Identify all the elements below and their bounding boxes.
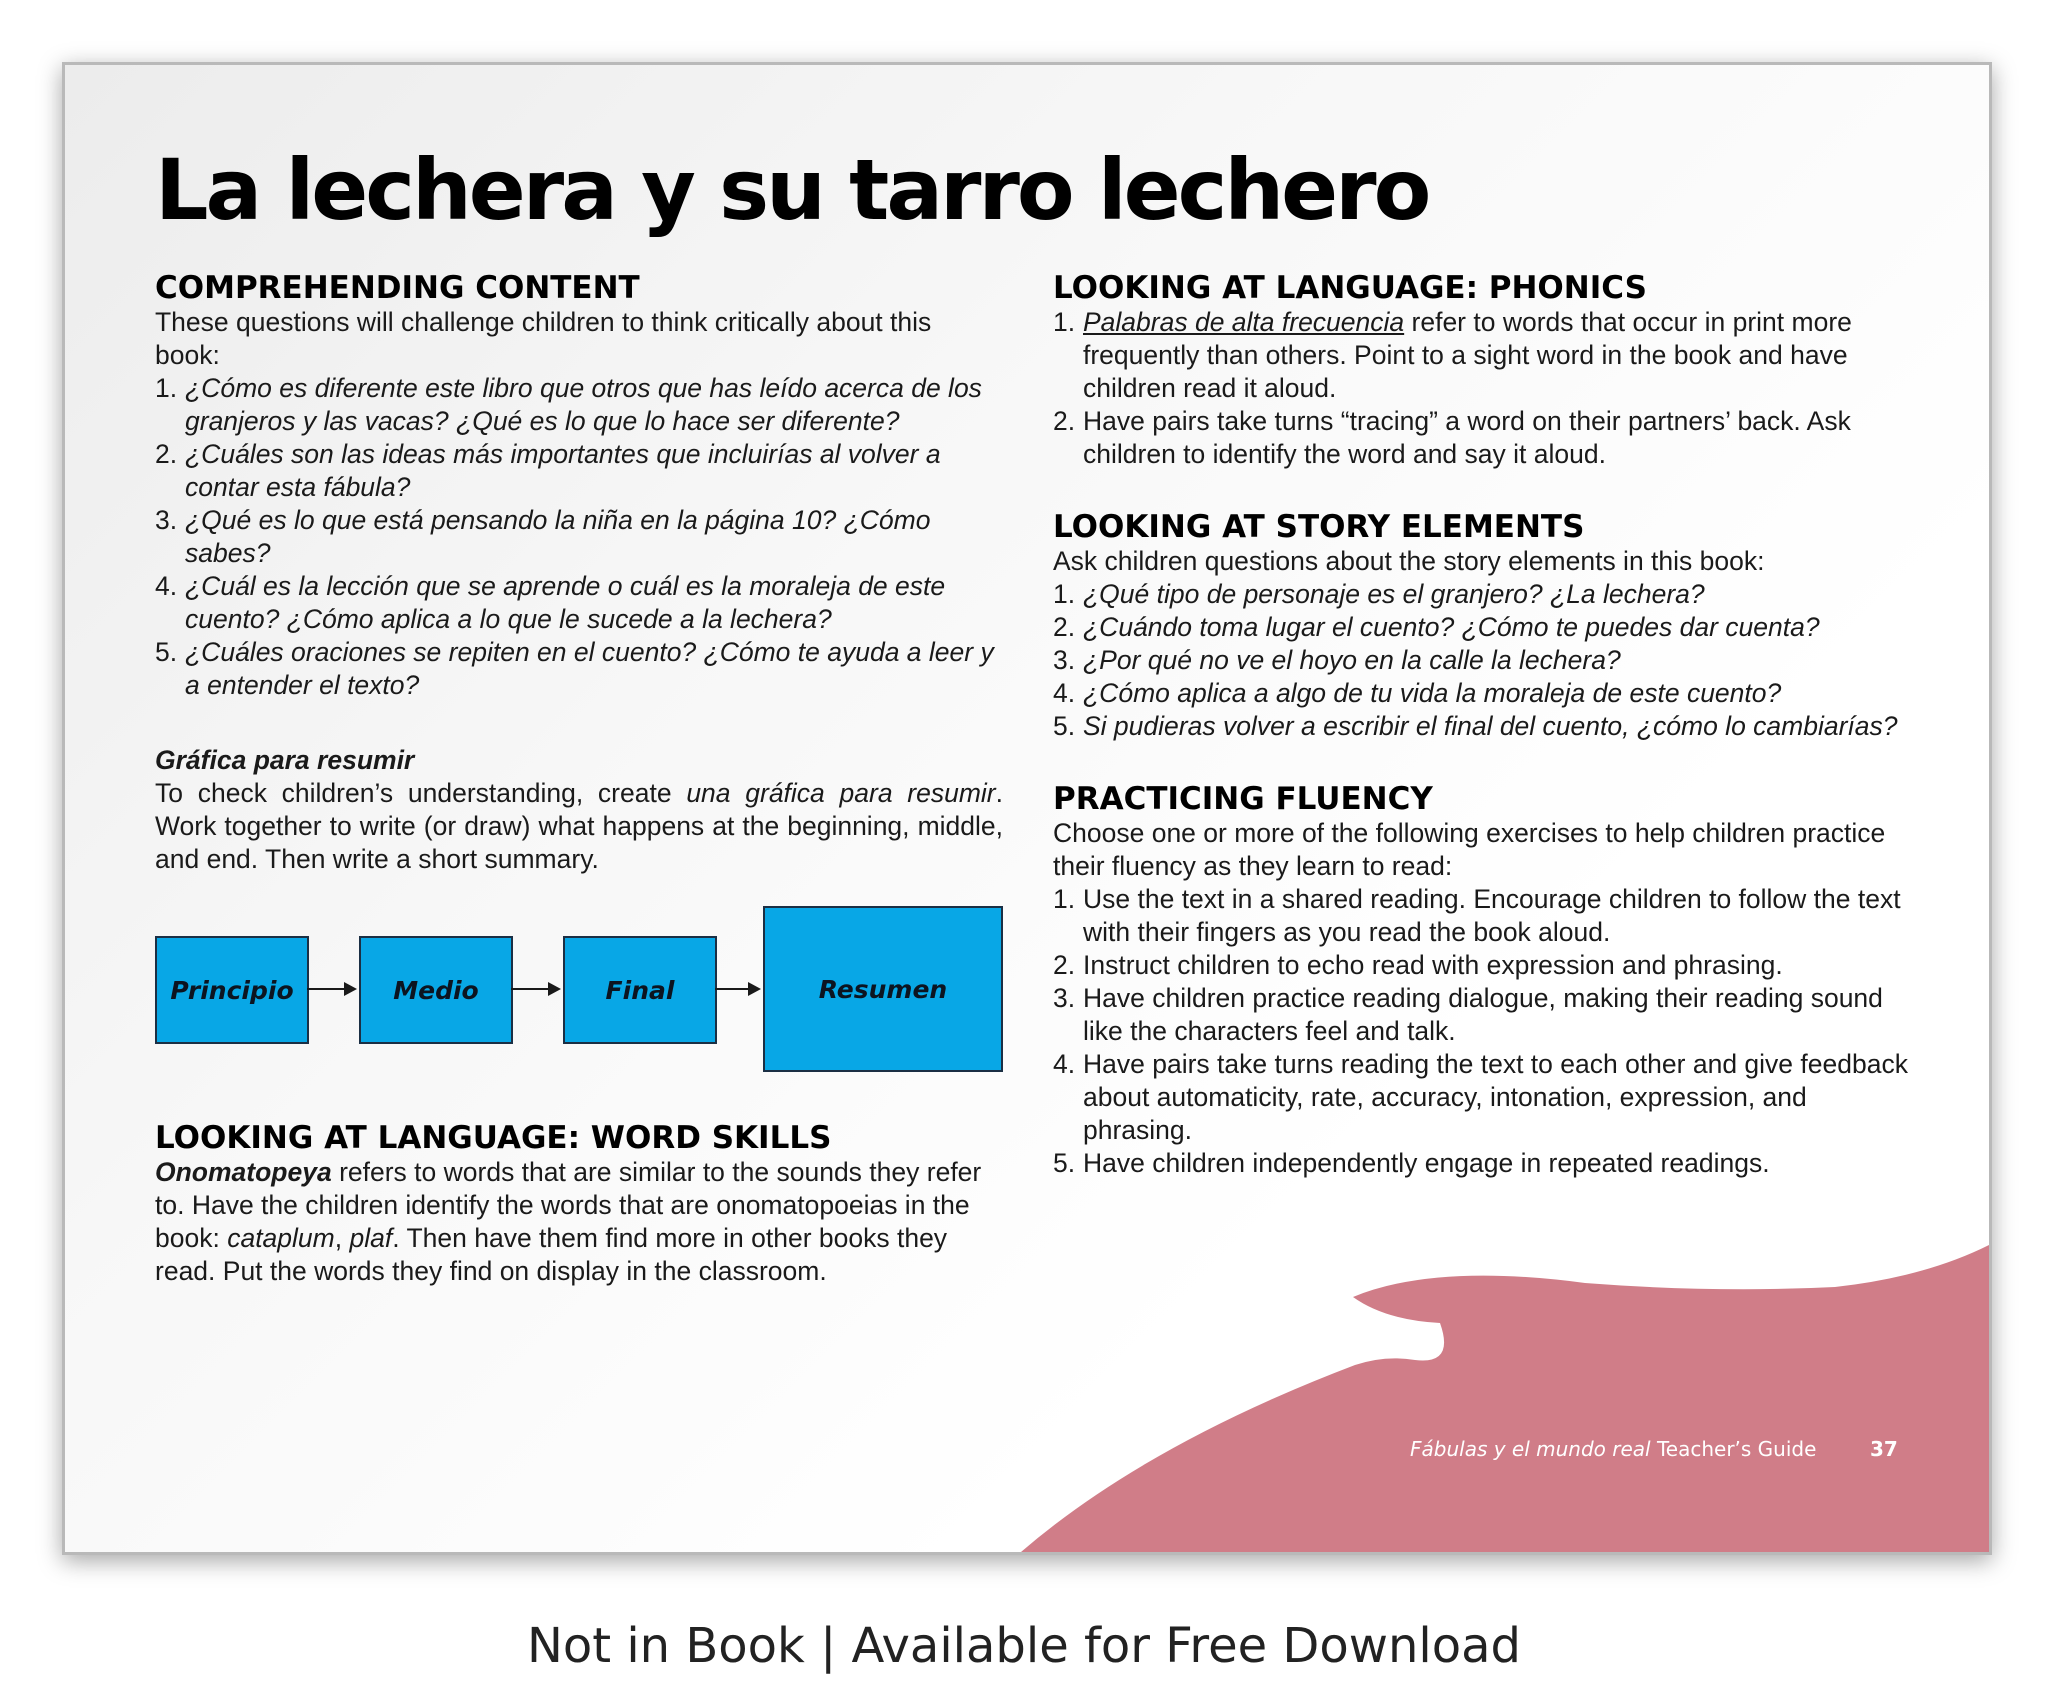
list-item: 4. ¿Cuál es la lección que se aprende o cuál es la moraleja de este cuento? ¿Cómo aplica a lo que le sucede a la lechera? [155, 571, 946, 634]
list-item: 2. ¿Cuáles son las ideas más importantes que incluirías al volver a contar esta fábula? [155, 439, 941, 502]
list-item: 3. Have children practice reading dialogue, making their reading sound like the characters feel and talk. [1053, 983, 1883, 1046]
diagram-box-resumen: Resumen [763, 906, 1003, 1072]
list-item: 1. Palabras de alta frecuencia refer to words that occur in print more frequently than others. Point to a sight word in the book and have children read it aloud. [1053, 307, 1852, 403]
comprehending-heading: COMPREHENDING CONTENT [155, 270, 640, 306]
page-footer: Fábulas y el mundo real Teacher’s Guide [1410, 1437, 1817, 1461]
list-item: 5. ¿Cuáles oraciones se repiten en el cuento? ¿Cómo te ayuda a leer y a entender el texto? [155, 637, 994, 700]
phonics-list [1053, 306, 1913, 471]
word-skills-text: Onomatopeya refers to words that are similar to the sounds they refer to. Have the children identify the words that are onomatopoeias in the book: cataplum, plaf. Then have them find more in other books they read. Put the words they find on display in the classroom. [155, 1157, 982, 1286]
list-item: 5. Have children independently engage in repeated readings. [1053, 1148, 1770, 1178]
list-item: 2. Instruct children to echo read with expression and phrasing. [1053, 950, 1783, 980]
arrow-icon [715, 988, 759, 990]
list-item: 2. Have pairs take turns “tracing” a word on their partners’ back. Ask children to identify the word and say it aloud. [1053, 406, 1851, 469]
page-title: La lechera y su tarro lechero [155, 141, 1429, 239]
list-item: 3. ¿Por qué no ve el hoyo en la calle la lechera? [1053, 645, 1621, 675]
word-skills-heading: LOOKING AT LANGUAGE: WORD SKILLS [155, 1120, 832, 1156]
summary-diagram [155, 906, 1003, 1096]
right-column [1053, 270, 1913, 1180]
page-number: 37 [1870, 1437, 1898, 1461]
grafica-subheading: Gráfica para resumir [155, 745, 415, 775]
arrow-icon [307, 988, 355, 990]
arrow-icon [511, 988, 559, 990]
diagram-box-final: Final [563, 936, 717, 1044]
fluency-heading: PRACTICING FLUENCY [1053, 781, 1433, 817]
story-elements-list [1053, 578, 1913, 743]
comprehending-intro: These questions will challenge children to think critically about this book: [155, 307, 932, 370]
fluency-list [1053, 883, 1913, 1180]
story-elements-intro: Ask children questions about the story elements in this book: [1053, 546, 1765, 576]
list-item: 1. ¿Cómo es diferente este libro que otros que has leído acerca de los granjeros y las vacas? ¿Qué es lo que lo hace ser diferente? [155, 373, 982, 436]
fluency-intro: Choose one or more of the following exercises to help children practice their fluency as they learn to read: [1053, 818, 1886, 881]
list-item: 1. Use the text in a shared reading. Encourage children to follow the text with their fingers as you read the book aloud. [1053, 884, 1901, 947]
list-item: 4. ¿Cómo aplica a algo de tu vida la moraleja de este cuento? [1053, 678, 1782, 708]
list-item: 1. ¿Qué tipo de personaje es el granjero? ¿La lechera? [1053, 579, 1705, 609]
diagram-box-medio: Medio [359, 936, 513, 1044]
grafica-text: To check children’s understanding, create una gráfica para resumir. Work together to write (or draw) what happens at the beginning, middle, and end. Then write a short summary. [155, 778, 1004, 874]
comprehending-list [155, 372, 1003, 702]
phonics-heading: LOOKING AT LANGUAGE: PHONICS [1053, 270, 1647, 306]
left-column [155, 270, 1003, 1288]
diagram-box-principio: Principio [155, 936, 309, 1044]
list-item: 2. ¿Cuándo toma lugar el cuento? ¿Cómo te puedes dar cuenta? [1053, 612, 1820, 642]
story-elements-heading: LOOKING AT STORY ELEMENTS [1053, 509, 1585, 545]
book-page [62, 62, 1992, 1555]
download-caption: Not in Book | Available for Free Download [526, 1618, 1521, 1674]
list-item: 5. Si pudieras volver a escribir el final del cuento, ¿cómo lo cambiarías? [1053, 711, 1898, 741]
list-item: 3. ¿Qué es lo que está pensando la niña en la página 10? ¿Cómo sabes? [155, 505, 931, 568]
list-item: 4. Have pairs take turns reading the text to each other and give feedback about automaticity, rate, accuracy, intonation, expression, and phrasing. [1053, 1049, 1908, 1145]
